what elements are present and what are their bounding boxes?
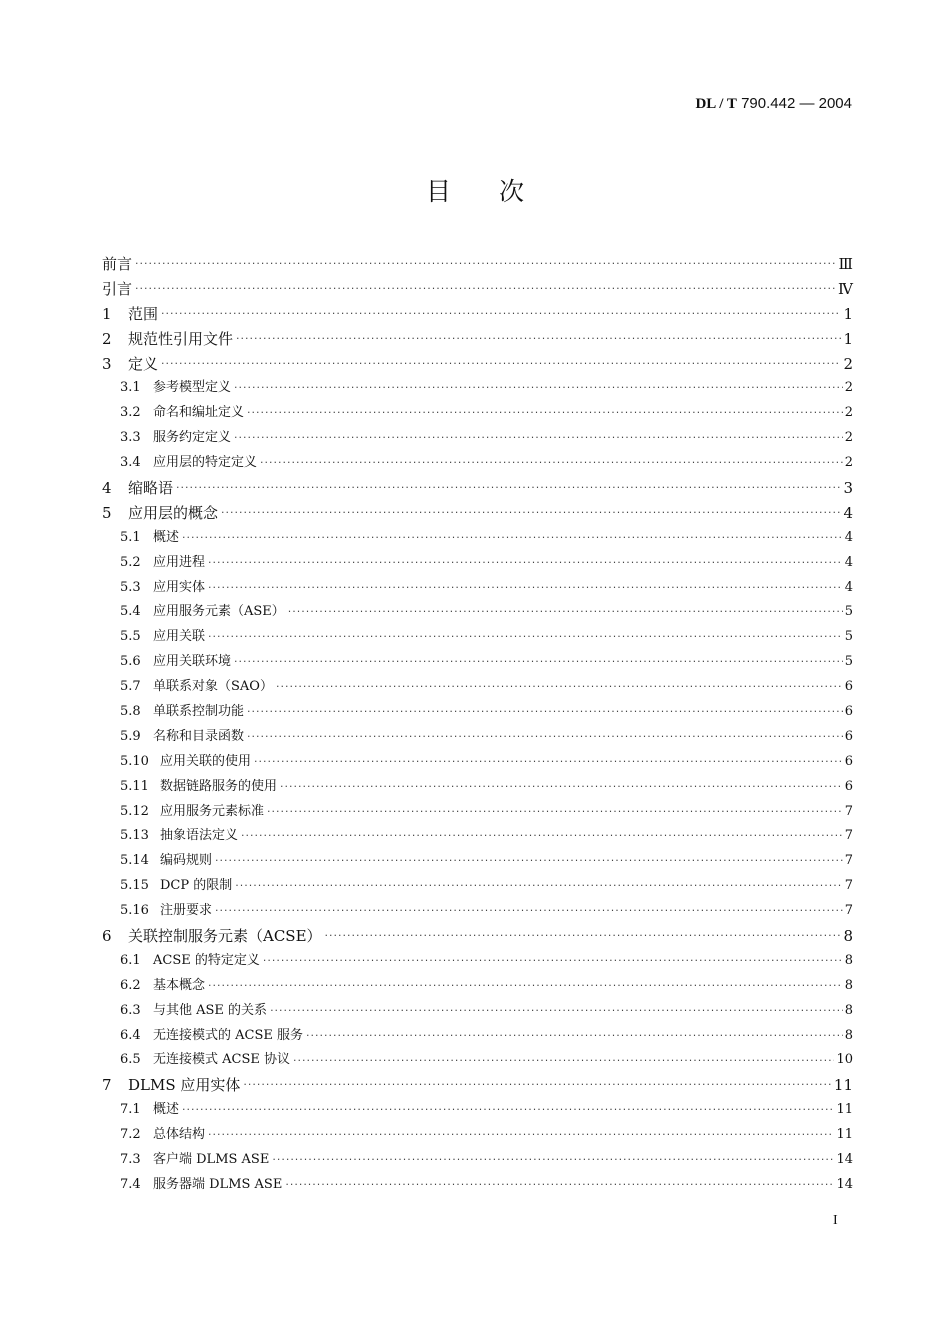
toc-entry-page: 11 [836,1102,853,1118]
toc-entry-label: 服务约定定义 [153,430,232,446]
toc-entry[interactable] [102,476,853,501]
toc-entry-number: 5.4 [120,604,141,620]
toc-entry-number: 3.3 [120,430,141,446]
toc-entry-label: 规范性引用文件 [128,329,234,348]
toc-entry-label: 应用进程 [153,554,206,570]
toc-entry-number: 3.4 [120,455,141,471]
toc-entry[interactable] [102,1073,853,1098]
dot-leader [236,327,841,352]
toc-entry-number: 5.11 [120,778,149,794]
toc-entry-number: 3.2 [120,405,141,421]
dot-leader [263,949,843,974]
dot-leader [276,675,843,700]
toc-entry-label: 抽象语法定义 [160,828,239,844]
toc-entry-page: 1 [843,329,853,348]
toc-entry-page: 6 [844,704,853,720]
toc-entry-label: 关联控制服务元素（ACSE） [128,927,322,946]
toc-entry-label: 范围 [128,304,159,323]
dot-leader [293,1049,834,1074]
toc-entry[interactable] [102,650,853,675]
toc-entry[interactable] [102,700,853,725]
toc-entry-label: 编码规则 [160,853,213,869]
dot-leader [176,476,841,501]
toc-entry-label: 应用关联的使用 [160,753,252,769]
toc-entry-number: 5.16 [120,903,149,919]
toc-entry-label: 应用层的概念 [128,503,219,522]
toc-entry-number: 5.2 [120,554,141,570]
standard-number: 790.442 — 2004 [741,95,852,112]
dot-leader [267,800,843,825]
toc-entry-label: 服务器端 DLMS ASE [153,1176,283,1192]
standard-prefix: DL / T [695,96,737,112]
toc-entry-label: 前言 [102,254,133,273]
dot-leader [208,551,843,576]
toc-entry[interactable] [102,576,853,601]
toc-entry[interactable] [102,1098,853,1123]
toc-entry[interactable] [102,899,853,924]
toc-entry-page: 1 [843,304,853,323]
toc-entry-label: 客户端 DLMS ASE [153,1152,270,1168]
toc-entry-number: 6 [102,927,112,946]
toc-entry-page: 5 [844,629,853,645]
toc-entry[interactable] [102,750,853,775]
toc-entry[interactable] [102,1148,853,1173]
toc-entry[interactable] [102,775,853,800]
toc-entry-page: 2 [843,354,853,373]
dot-leader [182,526,843,551]
toc-entry-number: 6.2 [120,977,141,993]
toc-entry-page: 8 [844,952,853,968]
toc-entry-page: 8 [843,927,853,946]
toc-entry-page: 4 [843,503,853,522]
toc-entry-page: 11 [833,1076,853,1095]
toc-entry-page: 2 [844,455,853,471]
toc-entry-label: DCP 的限制 [160,878,233,894]
toc-entry-label: 单联系对象（SAO） [153,679,273,695]
toc-entry-number: 5.13 [120,828,149,844]
toc-entry-number: 7.3 [120,1152,141,1168]
dot-leader [243,1073,832,1098]
toc-entry-page: 7 [844,878,853,894]
toc-entry-number: 6.1 [120,952,141,968]
toc-entry-number: 5.3 [120,579,141,595]
toc-entry[interactable] [102,501,853,526]
toc-entry-label: 数据链路服务的使用 [160,778,278,794]
toc-entry-number: 1 [102,304,112,323]
toc-entry[interactable] [102,600,853,625]
toc-entry[interactable] [102,874,853,899]
toc-entry-label: 单联系控制功能 [153,704,245,720]
toc-entry-number: 5.12 [120,803,149,819]
toc-entry-label: 应用关联环境 [153,654,232,670]
toc-entry-label: 应用服务元素标准 [160,803,265,819]
toc-entry[interactable] [102,974,853,999]
toc-entry-label: 基本概念 [153,977,206,993]
toc-entry[interactable] [102,824,853,849]
toc-entry-label: ACSE 的特定定义 [153,952,260,968]
toc-entry-page: 8 [844,1027,853,1043]
toc-entry-page: 6 [844,679,853,695]
toc-entry-label: 注册要求 [160,903,213,919]
toc-entry[interactable] [102,1049,853,1074]
toc-entry-number: 5.1 [120,529,141,545]
toc-entry[interactable] [102,1173,853,1198]
dot-leader [270,999,843,1024]
toc-entry-page: 10 [836,1052,853,1068]
dot-leader [182,1098,834,1123]
toc-entry[interactable] [102,1024,853,1049]
table-of-contents [102,252,853,1198]
toc-entry-label: 名称和目录函数 [153,728,245,744]
toc-entry-label: DLMS 应用实体 [128,1076,241,1095]
toc-entry-label: 无连接模式的 ACSE 服务 [153,1027,303,1043]
toc-entry-page: 5 [844,604,853,620]
toc-entry-number: 5 [102,503,112,522]
dot-leader [247,401,843,426]
toc-entry-page: 11 [836,1127,853,1143]
toc-entry-number: 5.7 [120,679,141,695]
toc-entry-number: 5.6 [120,654,141,670]
dot-leader [161,302,841,327]
toc-entry-page: Ⅲ [838,254,853,273]
toc-entry-label: 应用实体 [153,579,206,595]
toc-entry-number: 7.2 [120,1127,141,1143]
toc-entry-label: 缩略语 [128,479,174,497]
dot-leader [241,824,843,849]
toc-entry-number: 7.4 [120,1176,141,1192]
dot-leader [135,252,837,277]
page-number: I [833,1213,838,1228]
toc-entry-label: 无连接模式 ACSE 协议 [153,1052,290,1068]
toc-entry-label: 定义 [128,354,159,373]
toc-entry-label: 概述 [153,529,180,545]
toc-entry[interactable] [102,426,853,451]
toc-entry-page: 14 [836,1176,853,1192]
toc-entry-page: 3 [843,479,853,497]
toc-entry-label: 概述 [153,1102,180,1118]
dot-leader [215,849,843,874]
toc-entry-page: 2 [844,405,853,421]
toc-entry-number: 5.14 [120,853,149,869]
toc-entry[interactable] [102,999,853,1024]
dot-leader [234,426,843,451]
toc-entry[interactable] [102,924,853,949]
dot-leader [260,451,843,476]
toc-entry[interactable] [102,675,853,700]
toc-entry[interactable] [102,252,853,277]
toc-entry-page: 7 [844,853,853,869]
toc-entry[interactable] [102,949,853,974]
toc-entry-page: 4 [844,554,853,570]
toc-entry-number: 6.3 [120,1002,141,1018]
dot-leader [208,974,843,999]
toc-entry[interactable] [102,352,853,377]
toc-entry-page: Ⅳ [838,279,853,298]
toc-entry-number: 6.4 [120,1027,141,1043]
toc-entry-number: 7.1 [120,1102,141,1118]
toc-entry-page: 4 [844,529,853,545]
dot-leader [161,352,841,377]
toc-entry-label: 命名和编址定义 [153,405,245,421]
toc-entry-page: 7 [844,828,853,844]
toc-entry-label: 引言 [102,279,133,298]
toc-entry[interactable] [102,625,853,650]
dot-leader [234,376,843,401]
toc-entry-page: 2 [844,380,853,396]
toc-entry-page: 7 [844,903,853,919]
dot-leader [247,700,843,725]
dot-leader [288,600,843,625]
toc-entry-label: 应用关联 [153,629,206,645]
toc-entry-page: 6 [844,728,853,744]
toc-entry-number: 3 [102,354,112,373]
toc-entry[interactable] [102,401,853,426]
toc-entry-page: 4 [844,579,853,595]
dot-leader [280,775,843,800]
dot-leader [234,650,843,675]
toc-entry[interactable] [102,451,853,476]
dot-leader [215,899,843,924]
toc-entry-page: 5 [844,654,853,670]
dot-leader [254,750,843,775]
dot-leader [325,924,842,949]
toc-entry[interactable] [102,849,853,874]
toc-entry-page: 14 [836,1152,853,1168]
toc-entry-number: 2 [102,329,112,348]
toc-entry-label: 与其他 ASE 的关系 [153,1002,268,1018]
toc-entry[interactable] [102,277,853,302]
toc-entry[interactable] [102,551,853,576]
dot-leader [221,501,841,526]
dot-leader [247,725,843,750]
dot-leader [208,1123,834,1148]
dot-leader [306,1024,843,1049]
toc-entry-number: 7 [102,1076,112,1095]
toc-entry-number: 5.10 [120,753,149,769]
toc-entry[interactable] [102,376,853,401]
dot-leader [135,277,836,302]
toc-entry[interactable] [102,526,853,551]
toc-entry-number: 3.1 [120,380,141,396]
toc-entry[interactable] [102,1123,853,1148]
dot-leader [208,576,843,601]
toc-entry[interactable] [102,302,853,327]
toc-entry-number: 4 [102,479,112,497]
toc-entry-label: 参考模型定义 [153,380,232,396]
toc-entry-page: 6 [844,753,853,769]
toc-entry[interactable] [102,800,853,825]
toc-entry[interactable] [102,725,853,750]
toc-entry-label: 应用服务元素（ASE） [153,604,285,620]
toc-entry-page: 2 [844,430,853,446]
page-title: 目次 [425,177,572,206]
toc-entry-number: 5.9 [120,728,141,744]
dot-leader [285,1173,834,1198]
toc-entry-number: 5.15 [120,878,149,894]
toc-entry-page: 8 [844,1002,853,1018]
dot-leader [235,874,842,899]
toc-entry-page: 6 [844,778,853,794]
toc-entry[interactable] [102,327,853,352]
toc-entry-page: 8 [844,977,853,993]
toc-entry-page: 7 [844,803,853,819]
toc-entry-number: 5.8 [120,704,141,720]
standard-code [695,95,852,113]
toc-entry-label: 应用层的特定定义 [153,455,258,471]
dot-leader [208,625,843,650]
toc-entry-label: 总体结构 [153,1127,206,1143]
dot-leader [272,1148,834,1173]
toc-entry-number: 6.5 [120,1052,141,1068]
toc-entry-number: 5.5 [120,629,141,645]
